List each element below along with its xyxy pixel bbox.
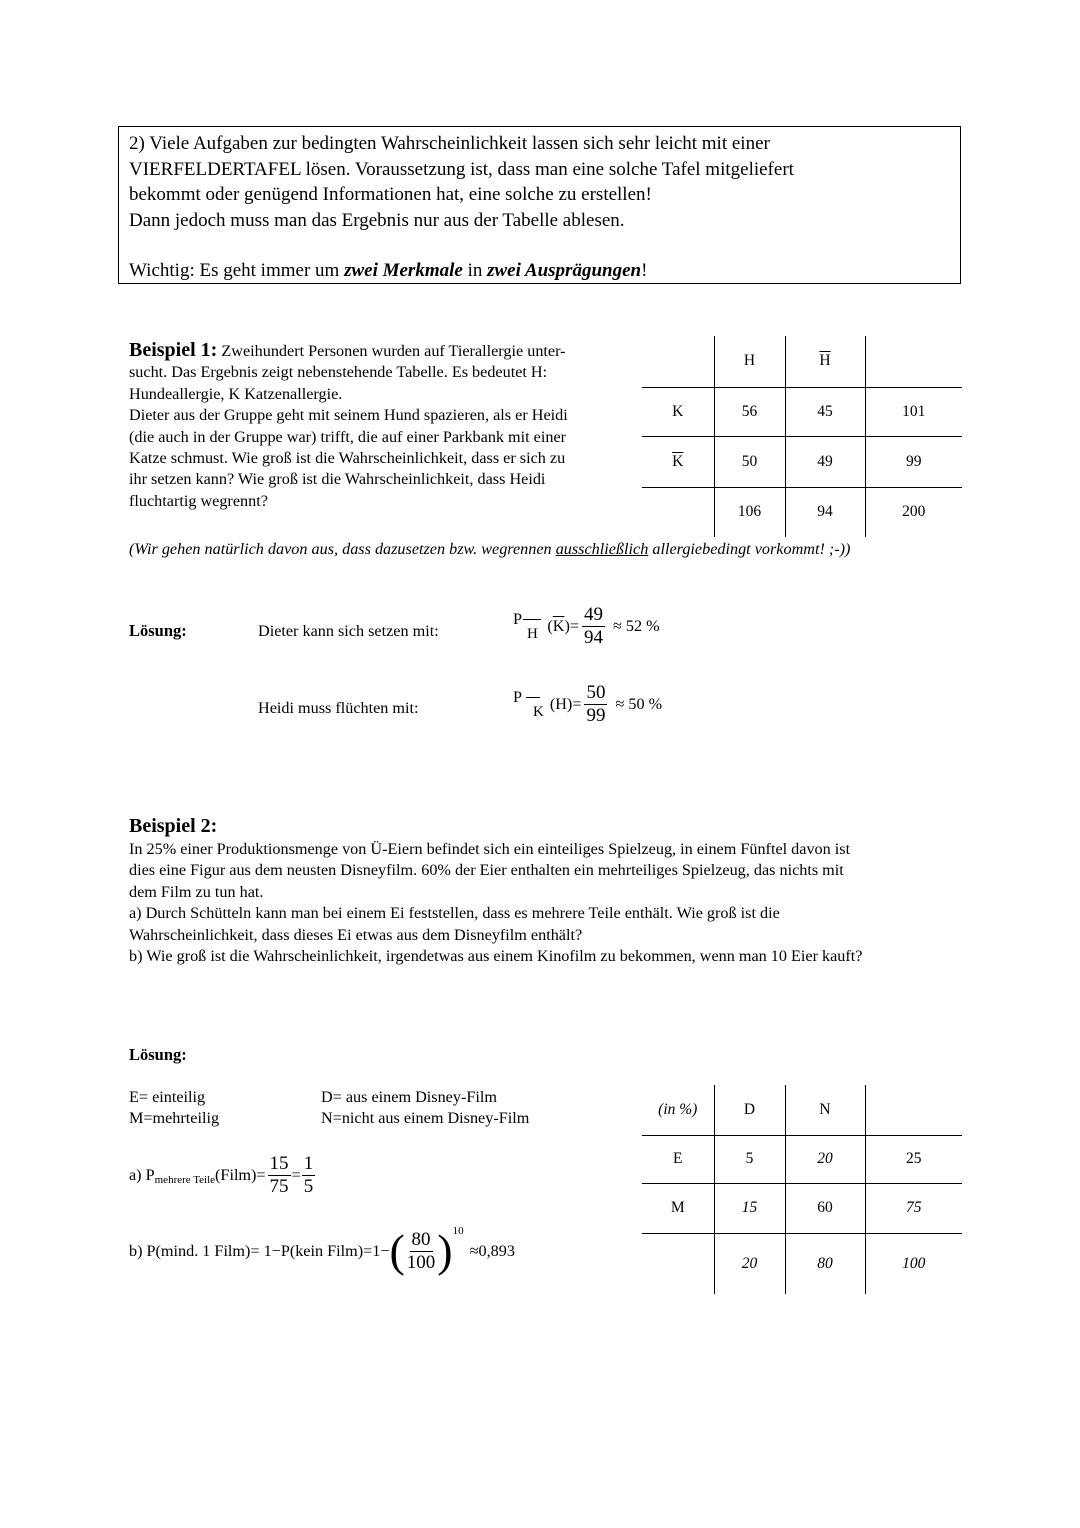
- table-row: E 5 20 25: [642, 1135, 962, 1183]
- part-b-formula: b) P(mind. 1 Film)= 1−P(kein Film)=1− ( $\frac{80}{100}$ ) 10 ≈0,893: [129, 1225, 515, 1276]
- table-row: $\overline{K}$ 50 49 99: [642, 436, 962, 487]
- intro-line: VIERFELDERTAFEL lösen. Voraussetzung ist, dass man eine solche Tafel mitgeliefert: [129, 158, 794, 180]
- table-row: 106 94 200: [642, 487, 962, 537]
- example1-heading: Beispiel 1:: [129, 339, 218, 361]
- table-row: M 15 60 75: [642, 1183, 962, 1233]
- example1-text: Beispiel 1: Zweihundert Personen wurden auf Tierallergie unter- sucht. Das Ergebnis zeigt nebenstehende Tabelle. Es bedeutet H: Hundeallergie, K Katzenallergie. Dieter aus der Gruppe geht mit seinem Hund spazieren, als er Heidi (die auch in der Gruppe war) trifft, die auf einer Parkbank mit einer Katze schmust. Wie groß ist die Wahrscheinlichkeit, dass er sich zu ihr setzen kann? Wie groß ist die Wahrscheinlichkeit, dass Heidi fluchtartig wegrennt?: [129, 339, 568, 510]
- solution1-formula: P H ( $\overline{K}$ )= $\frac{49}{94}$ ≈ 52 %: [513, 604, 660, 648]
- legend-e: E= einteilig: [129, 1088, 206, 1106]
- legend-n: N=nicht aus einem Disney-Film: [321, 1109, 530, 1127]
- table-row: K 56 45 101: [642, 387, 962, 436]
- intro-line: Dann jedoch muss man das Ergebnis nur aus der Tabelle ablesen.: [129, 209, 625, 231]
- example1-table: H $\overline{H}$ K 56 45 101 $\overline{K}$ 50 49 99 106 94 200: [642, 336, 962, 537]
- legend-m: M=mehrteilig: [129, 1109, 220, 1127]
- solution1-text: Dieter kann sich setzen mit:: [258, 622, 439, 640]
- important-note: Wichtig: Es geht immer um zwei Merkmale in zwei Ausprägungen!: [129, 260, 648, 281]
- example1-solution-label: Lösung:: [129, 621, 187, 640]
- example2-text: In 25% einer Produktionsmenge von Ü-Eiern befindet sich ein einteiliges Spielzeug, in einem Fünftel davon ist dies eine Figur aus dem neusten Disneyfilm. 60% der Eier enthalten ein mehrteiliges Spielzeug, das nichts mit dem Film zu tun hat. a) Durch Schütteln kann man bei einem Ei feststellen, dass es mehrere Teile enthält. Wie groß ist die Wahrscheinlichkeit, dass dieses Ei etwas aus dem Disneyfilm enthält? b) Wie groß ist die Wahrscheinlichkeit, irgendetwas aus einem Kinofilm zu bekommen, wenn man 10 Eier kauft?: [129, 840, 863, 966]
- example2-heading: Beispiel 2:: [129, 815, 218, 837]
- intro-line: 2) Viele Aufgaben zur bedingten Wahrscheinlichkeit lassen sich sehr leicht mit einer: [129, 133, 770, 154]
- example2-table: (in %) D N E 5 20 25 M 15 60 75 20 80 100: [642, 1085, 962, 1294]
- legend-d: D= aus einem Disney-Film: [321, 1088, 497, 1106]
- solution2-formula: P K (H)= $\frac{50}{99}$ ≈ 50 %: [513, 682, 663, 726]
- table-row: 20 80 100: [642, 1233, 962, 1294]
- solution2-text: Heidi muss flüchten mit:: [258, 699, 419, 717]
- example1-note: (Wir gehen natürlich davon aus, dass dazusetzen bzw. wegrennen ausschließlich allergiebedingt vorkommt! ;-)): [129, 540, 851, 558]
- intro-line: bekommt oder genügend Informationen hat, eine solche zu erstellen!: [129, 184, 652, 205]
- example2-solution-label: Lösung:: [129, 1045, 187, 1064]
- intro-box: [118, 126, 961, 284]
- part-a-formula: a) P mehrere Teile (Film)= $\frac{15}{75}$ = $\frac{1}{5}$: [129, 1153, 314, 1197]
